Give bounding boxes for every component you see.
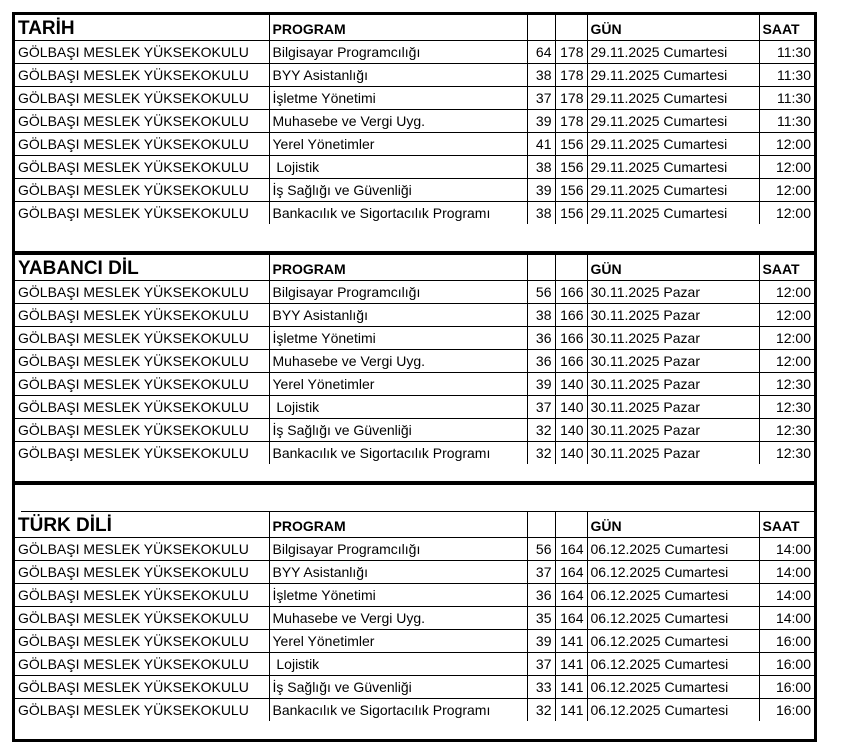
- table-row: [15, 607, 814, 630]
- school-cell: GÖLBAŞI MESLEK YÜKSEKOKULU: [15, 64, 269, 87]
- total-cell: 178: [555, 110, 587, 133]
- count-cell: 39: [527, 179, 555, 202]
- school-cell: GÖLBAŞI MESLEK YÜKSEKOKULU: [15, 442, 269, 465]
- total-cell: 164: [555, 538, 587, 561]
- header-col4: [555, 255, 587, 281]
- table-row: [15, 676, 814, 699]
- school-cell: GÖLBAŞI MESLEK YÜKSEKOKULU: [15, 676, 269, 699]
- program-cell: BYY Asistanlığı: [269, 304, 527, 327]
- school-cell: GÖLBAŞI MESLEK YÜKSEKOKULU: [15, 607, 269, 630]
- count-cell: 39: [527, 110, 555, 133]
- time-cell: 12:30: [759, 396, 814, 419]
- total-cell: 178: [555, 41, 587, 64]
- header-col4: [555, 512, 587, 538]
- total-cell: 156: [555, 156, 587, 179]
- count-cell: 37: [527, 653, 555, 676]
- program-cell: Bilgisayar Programcılığı: [269, 538, 527, 561]
- date-cell: 06.12.2025 Cumartesi: [587, 607, 759, 630]
- count-cell: 64: [527, 41, 555, 64]
- count-cell: 41: [527, 133, 555, 156]
- date-cell: 29.11.2025 Cumartesi: [587, 64, 759, 87]
- date-cell: 06.12.2025 Cumartesi: [587, 699, 759, 722]
- schedule-table: [15, 15, 814, 224]
- date-cell: 29.11.2025 Cumartesi: [587, 133, 759, 156]
- program-cell: BYY Asistanlığı: [269, 561, 527, 584]
- table-row: [15, 156, 814, 179]
- table-row: [15, 653, 814, 676]
- time-cell: 12:00: [759, 133, 814, 156]
- school-cell: GÖLBAŞI MESLEK YÜKSEKOKULU: [15, 396, 269, 419]
- time-cell: 12:30: [759, 442, 814, 465]
- header-day: GÜN: [587, 255, 759, 281]
- school-cell: GÖLBAŞI MESLEK YÜKSEKOKULU: [15, 156, 269, 179]
- date-cell: 06.12.2025 Cumartesi: [587, 538, 759, 561]
- time-cell: 12:00: [759, 202, 814, 225]
- total-cell: 140: [555, 419, 587, 442]
- count-cell: 38: [527, 156, 555, 179]
- count-cell: 37: [527, 87, 555, 110]
- count-cell: 36: [527, 327, 555, 350]
- date-cell: 30.11.2025 Pazar: [587, 304, 759, 327]
- count-cell: 35: [527, 607, 555, 630]
- count-cell: 38: [527, 202, 555, 225]
- date-cell: 06.12.2025 Cumartesi: [587, 653, 759, 676]
- total-cell: 141: [555, 699, 587, 722]
- time-cell: 12:00: [759, 327, 814, 350]
- school-cell: GÖLBAŞI MESLEK YÜKSEKOKULU: [15, 327, 269, 350]
- time-cell: 11:30: [759, 87, 814, 110]
- header-time: SAAT: [759, 255, 814, 281]
- count-cell: 32: [527, 699, 555, 722]
- time-cell: 11:30: [759, 110, 814, 133]
- time-cell: 12:30: [759, 373, 814, 396]
- date-cell: 06.12.2025 Cumartesi: [587, 630, 759, 653]
- date-cell: 30.11.2025 Pazar: [587, 350, 759, 373]
- total-cell: 166: [555, 281, 587, 304]
- table-row: [15, 561, 814, 584]
- count-cell: 37: [527, 396, 555, 419]
- table-row: [15, 179, 814, 202]
- table-row: [15, 64, 814, 87]
- header-row: [15, 255, 814, 281]
- program-cell: Yerel Yönetimler: [269, 630, 527, 653]
- total-cell: 140: [555, 442, 587, 465]
- program-cell: Lojistik: [269, 396, 527, 419]
- school-cell: GÖLBAŞI MESLEK YÜKSEKOKULU: [15, 584, 269, 607]
- program-cell: Yerel Yönetimler: [269, 133, 527, 156]
- total-cell: 164: [555, 561, 587, 584]
- total-cell: 178: [555, 64, 587, 87]
- header-day: GÜN: [587, 512, 759, 538]
- time-cell: 14:00: [759, 538, 814, 561]
- time-cell: 12:00: [759, 281, 814, 304]
- program-cell: Bankacılık ve Sigortacılık Programı: [269, 699, 527, 722]
- school-cell: GÖLBAŞI MESLEK YÜKSEKOKULU: [15, 179, 269, 202]
- program-cell: Yerel Yönetimler: [269, 373, 527, 396]
- school-cell: GÖLBAŞI MESLEK YÜKSEKOKULU: [15, 133, 269, 156]
- total-cell: 141: [555, 676, 587, 699]
- date-cell: 29.11.2025 Cumartesi: [587, 179, 759, 202]
- time-cell: 14:00: [759, 607, 814, 630]
- school-cell: GÖLBAŞI MESLEK YÜKSEKOKULU: [15, 653, 269, 676]
- total-cell: 166: [555, 327, 587, 350]
- table-row: [15, 350, 814, 373]
- header-col3: [527, 255, 555, 281]
- program-cell: Bilgisayar Programcılığı: [269, 281, 527, 304]
- count-cell: 37: [527, 561, 555, 584]
- time-cell: 12:30: [759, 419, 814, 442]
- school-cell: GÖLBAŞI MESLEK YÜKSEKOKULU: [15, 350, 269, 373]
- header-program: PROGRAM: [269, 512, 527, 538]
- total-cell: 156: [555, 133, 587, 156]
- program-cell: Lojistik: [269, 156, 527, 179]
- program-cell: Muhasebe ve Vergi Uyg.: [269, 350, 527, 373]
- date-cell: 30.11.2025 Pazar: [587, 281, 759, 304]
- date-cell: 30.11.2025 Pazar: [587, 442, 759, 465]
- table-row: [15, 304, 814, 327]
- header-program: PROGRAM: [269, 255, 527, 281]
- header-program: PROGRAM: [269, 15, 527, 41]
- table-row: [15, 327, 814, 350]
- date-cell: 29.11.2025 Cumartesi: [587, 110, 759, 133]
- date-cell: 29.11.2025 Cumartesi: [587, 87, 759, 110]
- school-cell: GÖLBAŞI MESLEK YÜKSEKOKULU: [15, 41, 269, 64]
- total-cell: 141: [555, 653, 587, 676]
- count-cell: 32: [527, 419, 555, 442]
- count-cell: 32: [527, 442, 555, 465]
- table-row: [15, 133, 814, 156]
- time-cell: 16:00: [759, 676, 814, 699]
- total-cell: 178: [555, 87, 587, 110]
- date-cell: 29.11.2025 Cumartesi: [587, 202, 759, 225]
- table-row: [15, 281, 814, 304]
- section-title: TÜRK DİLİ: [15, 512, 269, 538]
- program-cell: Bankacılık ve Sigortacılık Programı: [269, 202, 527, 225]
- date-cell: 06.12.2025 Cumartesi: [587, 561, 759, 584]
- count-cell: 33: [527, 676, 555, 699]
- header-time: SAAT: [759, 512, 814, 538]
- program-cell: İşletme Yönetimi: [269, 327, 527, 350]
- time-cell: 14:00: [759, 561, 814, 584]
- program-cell: İşletme Yönetimi: [269, 87, 527, 110]
- time-cell: 12:00: [759, 179, 814, 202]
- total-cell: 166: [555, 350, 587, 373]
- schedule-table: [15, 512, 814, 721]
- date-cell: 06.12.2025 Cumartesi: [587, 584, 759, 607]
- table-row: [15, 630, 814, 653]
- time-cell: 14:00: [759, 584, 814, 607]
- date-cell: 29.11.2025 Cumartesi: [587, 41, 759, 64]
- table-row: [15, 202, 814, 225]
- table-row: [15, 110, 814, 133]
- table-row: [15, 373, 814, 396]
- date-cell: 06.12.2025 Cumartesi: [587, 676, 759, 699]
- program-cell: İş Sağlığı ve Güvenliği: [269, 419, 527, 442]
- section-yabanci-dil: [12, 252, 817, 484]
- total-cell: 156: [555, 179, 587, 202]
- school-cell: GÖLBAŞI MESLEK YÜKSEKOKULU: [15, 419, 269, 442]
- header-col3: [527, 512, 555, 538]
- school-cell: GÖLBAŞI MESLEK YÜKSEKOKULU: [15, 538, 269, 561]
- table-row: [15, 41, 814, 64]
- school-cell: GÖLBAŞI MESLEK YÜKSEKOKULU: [15, 699, 269, 722]
- school-cell: GÖLBAŞI MESLEK YÜKSEKOKULU: [15, 87, 269, 110]
- time-cell: 16:00: [759, 653, 814, 676]
- section-title: YABANCI DİL: [15, 255, 269, 281]
- table-row: [15, 396, 814, 419]
- total-cell: 164: [555, 607, 587, 630]
- program-cell: Muhasebe ve Vergi Uyg.: [269, 607, 527, 630]
- total-cell: 156: [555, 202, 587, 225]
- time-cell: 12:00: [759, 304, 814, 327]
- date-cell: 29.11.2025 Cumartesi: [587, 156, 759, 179]
- count-cell: 39: [527, 373, 555, 396]
- table-row: [15, 584, 814, 607]
- count-cell: 36: [527, 350, 555, 373]
- table-row: [15, 442, 814, 465]
- time-cell: 11:30: [759, 64, 814, 87]
- time-cell: 12:00: [759, 156, 814, 179]
- school-cell: GÖLBAŞI MESLEK YÜKSEKOKULU: [15, 304, 269, 327]
- program-cell: İş Sağlığı ve Güvenliği: [269, 676, 527, 699]
- table-row: [15, 87, 814, 110]
- header-col3: [527, 15, 555, 41]
- section-title: TARİH: [15, 15, 269, 41]
- header-time: SAAT: [759, 15, 814, 41]
- program-cell: BYY Asistanlığı: [269, 64, 527, 87]
- count-cell: 36: [527, 584, 555, 607]
- time-cell: 11:30: [759, 41, 814, 64]
- total-cell: 166: [555, 304, 587, 327]
- time-cell: 16:00: [759, 699, 814, 722]
- date-cell: 30.11.2025 Pazar: [587, 419, 759, 442]
- program-cell: Muhasebe ve Vergi Uyg.: [269, 110, 527, 133]
- school-cell: GÖLBAŞI MESLEK YÜKSEKOKULU: [15, 630, 269, 653]
- count-cell: 56: [527, 281, 555, 304]
- date-cell: 30.11.2025 Pazar: [587, 396, 759, 419]
- header-row: [15, 15, 814, 41]
- school-cell: GÖLBAŞI MESLEK YÜKSEKOKULU: [15, 110, 269, 133]
- total-cell: 164: [555, 584, 587, 607]
- school-cell: GÖLBAŞI MESLEK YÜKSEKOKULU: [15, 561, 269, 584]
- table-row: [15, 419, 814, 442]
- school-cell: GÖLBAŞI MESLEK YÜKSEKOKULU: [15, 373, 269, 396]
- count-cell: 39: [527, 630, 555, 653]
- header-row: [15, 512, 814, 538]
- count-cell: 38: [527, 64, 555, 87]
- program-cell: İş Sağlığı ve Güvenliği: [269, 179, 527, 202]
- count-cell: 38: [527, 304, 555, 327]
- schedule-table: [15, 255, 814, 464]
- header-col4: [555, 15, 587, 41]
- count-cell: 56: [527, 538, 555, 561]
- time-cell: 16:00: [759, 630, 814, 653]
- program-cell: Bilgisayar Programcılığı: [269, 41, 527, 64]
- section-turk-dili: [12, 482, 817, 742]
- program-cell: Bankacılık ve Sigortacılık Programı: [269, 442, 527, 465]
- total-cell: 140: [555, 373, 587, 396]
- date-cell: 30.11.2025 Pazar: [587, 373, 759, 396]
- total-cell: 141: [555, 630, 587, 653]
- table-row: [15, 699, 814, 722]
- school-cell: GÖLBAŞI MESLEK YÜKSEKOKULU: [15, 281, 269, 304]
- time-cell: 12:00: [759, 350, 814, 373]
- table-row: [15, 538, 814, 561]
- total-cell: 140: [555, 396, 587, 419]
- school-cell: GÖLBAŞI MESLEK YÜKSEKOKULU: [15, 202, 269, 225]
- header-day: GÜN: [587, 15, 759, 41]
- date-cell: 30.11.2025 Pazar: [587, 327, 759, 350]
- program-cell: Lojistik: [269, 653, 527, 676]
- section-tarih: [12, 12, 817, 254]
- spacer-row: [21, 485, 814, 512]
- program-cell: İşletme Yönetimi: [269, 584, 527, 607]
